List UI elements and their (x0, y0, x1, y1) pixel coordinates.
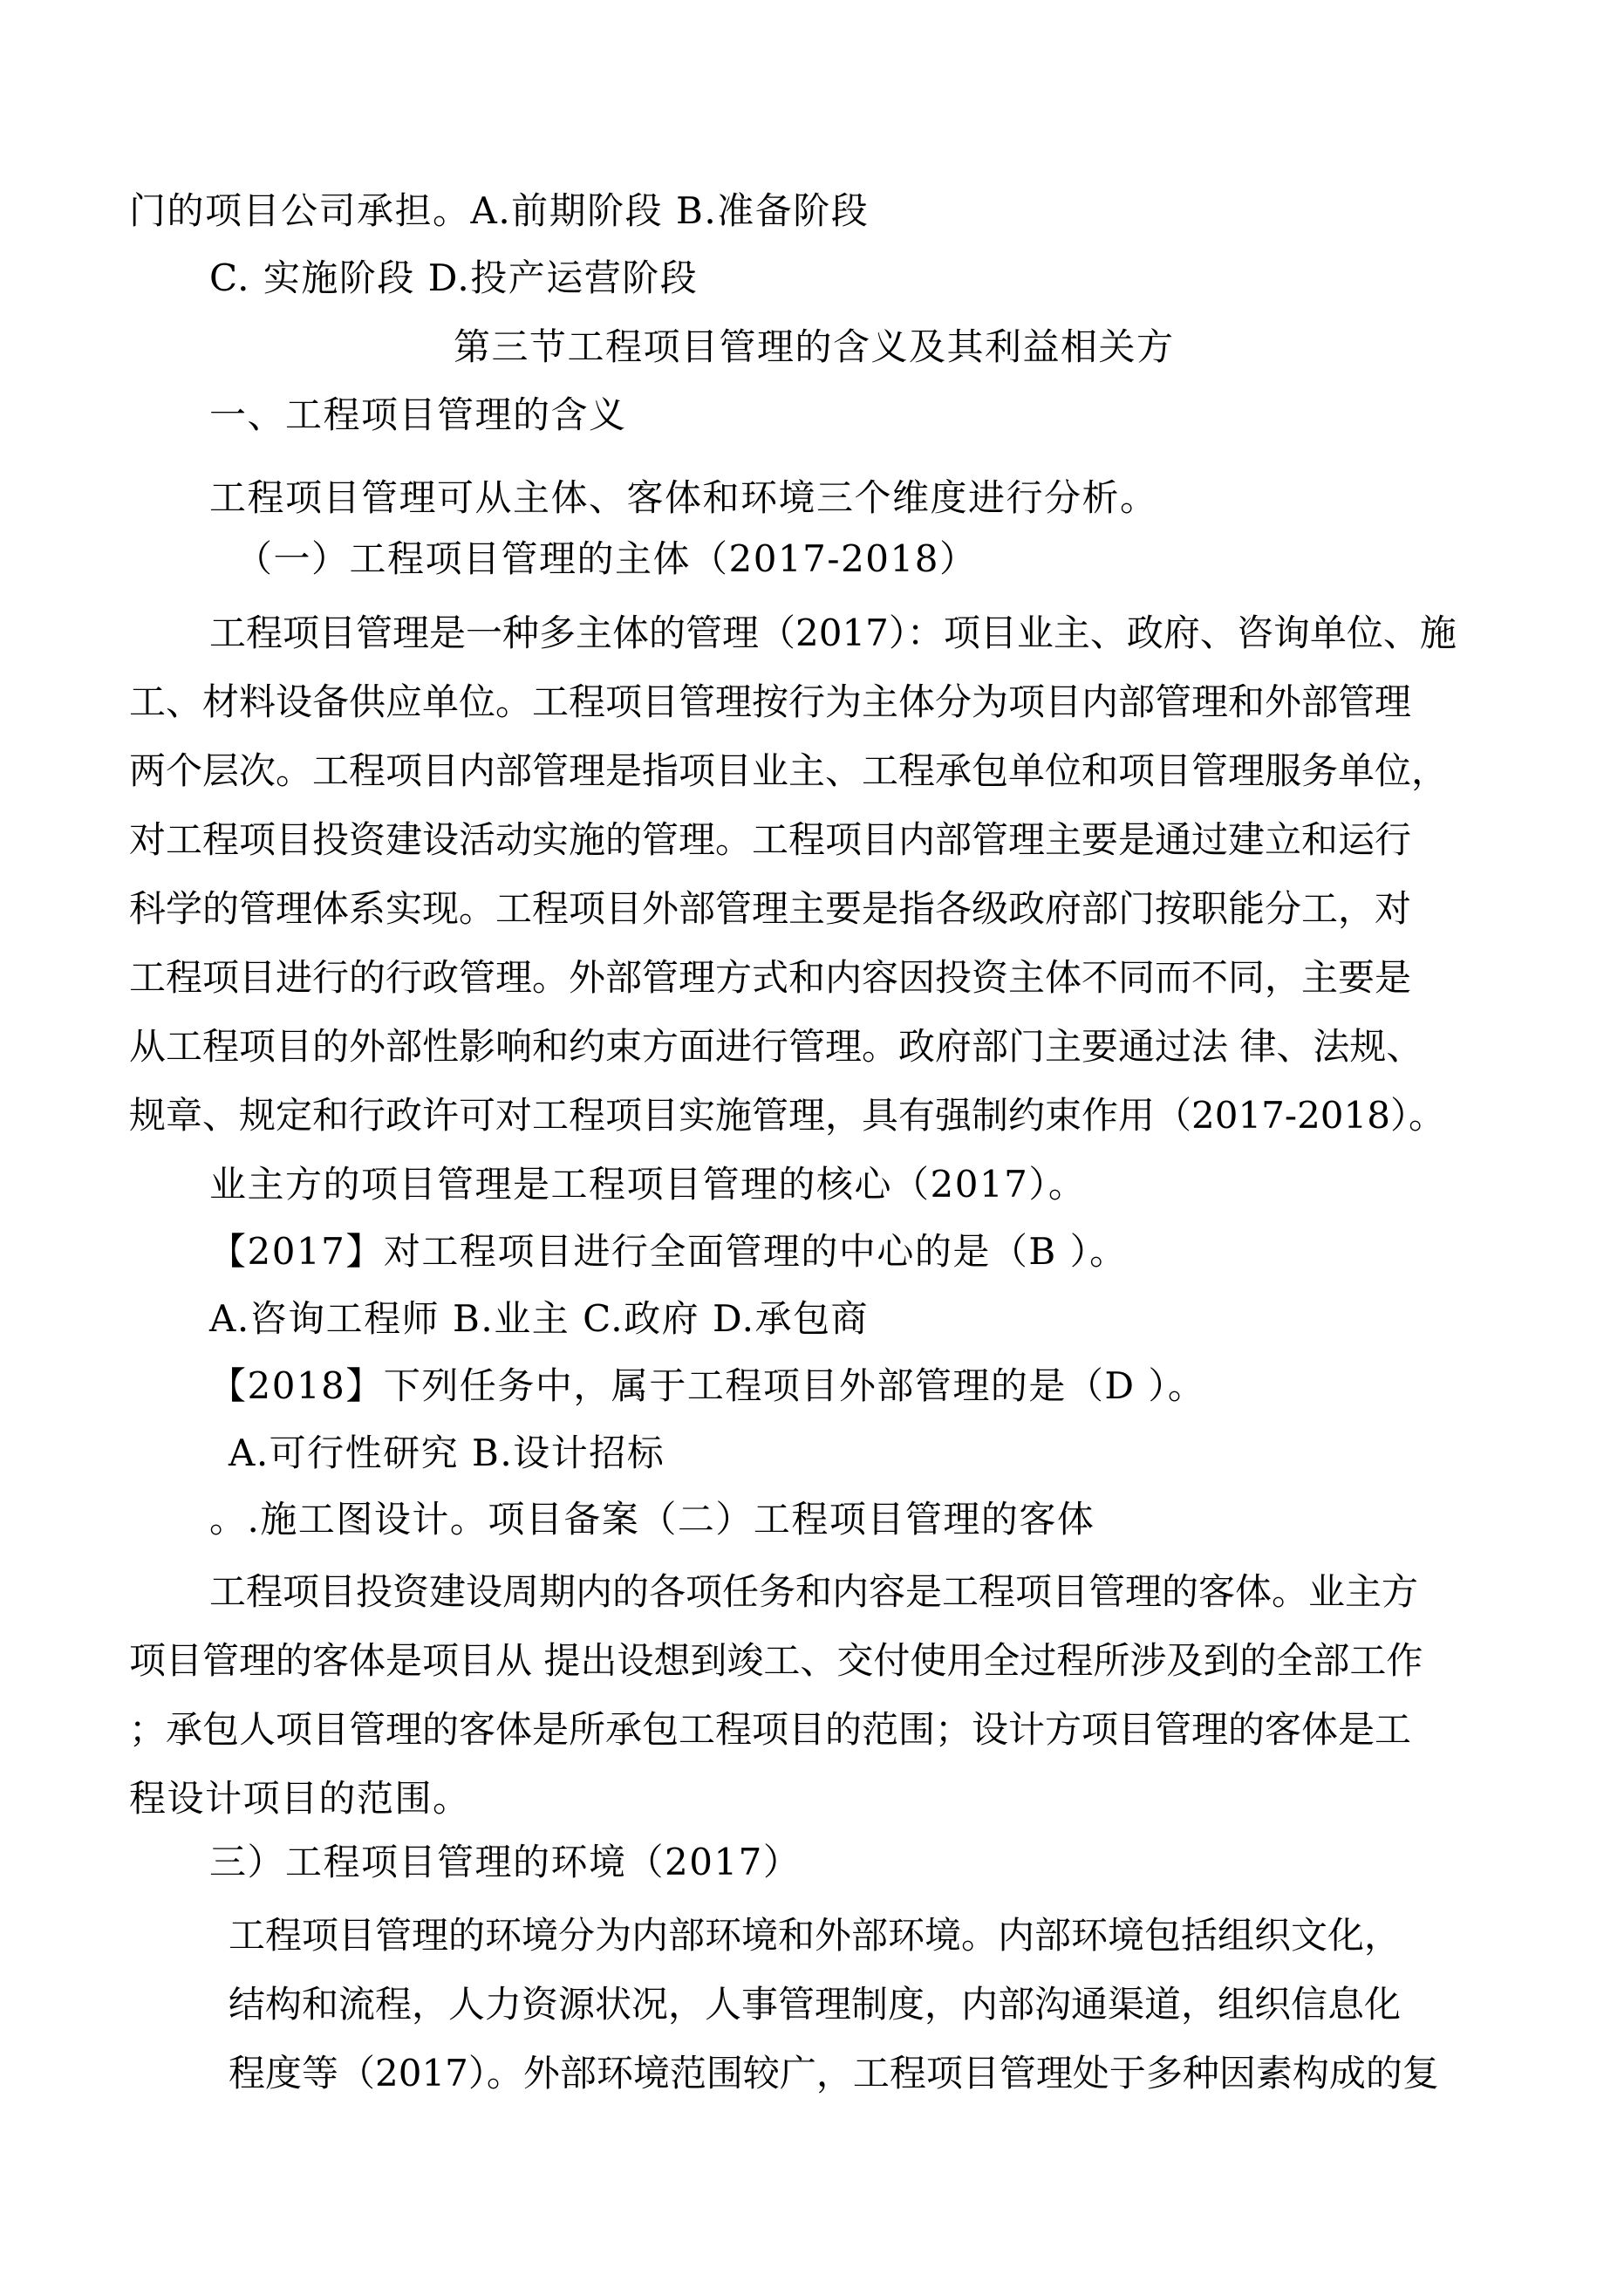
text-line-15: 业主方的项目管理是工程项目管理的核心（2017）。 (209, 1163, 1087, 1206)
text-line-26: 工程项目管理的环境分为内部环境和外部环境。内部环境包括组织文化， (229, 1914, 1402, 1957)
text-line-11: 科学的管理体系实现。工程项目外部管理主要是指各级政府部门按职能分工，对 (129, 887, 1412, 930)
text-line-10: 对工程项目投资建设活动实施的管理。工程项目内部管理主要是通过建立和运行 (129, 818, 1412, 861)
text-line-2: C. 实施阶段 D.投产运营阶段 (209, 256, 699, 299)
text-line-21: 工程项目投资建设周期内的各项任务和内容是工程项目管理的客体。业主方 (209, 1570, 1419, 1613)
text-line-7: 工程项目管理是一种多主体的管理（2017）：项目业主、政府、咨询单位、施 (209, 612, 1457, 654)
item-heading-3: 三）工程项目管理的环境（2017） (209, 1841, 802, 1883)
text-line-28: 程度等（2017）。外部环境范围较广，工程项目管理处于多种因素构成的复 (229, 2052, 1439, 2094)
text-line-24: 程设计项目的范围。 (129, 1777, 471, 1820)
text-line-13: 从工程项目的外部性影响和约束方面进行管理。政府部门主要通过法 律、法规、 (129, 1025, 1423, 1068)
question-2018-options: A.可行性研究 B.设计招标 (229, 1432, 665, 1474)
text-line-1: 门的项目公司承担。A.前期阶段 B.准备阶段 (129, 189, 870, 232)
text-line-20: 。.施工图设计。项目备案（二）工程项目管理的客体 (209, 1498, 1095, 1541)
section-heading: 第三节工程项目管理的含义及其利益相关方 (454, 325, 1175, 368)
question-2017: 【2017】对工程项目进行全面管理的中心的是（B ）。 (209, 1230, 1128, 1273)
text-line-9: 两个层次。工程项目内部管理是指项目业主、工程承包单位和项目管理服务单位， (129, 749, 1449, 792)
text-line-14: 规章、规定和行政许可对工程项目实施管理，具有强制约束作用（2017-2018）。 (129, 1094, 1445, 1137)
text-line-12: 工程项目进行的行政管理。外部管理方式和内容因投资主体不同而不同，主要是 (129, 956, 1412, 999)
item-heading-1: （一）工程项目管理的主体（2017-2018） (235, 537, 978, 580)
text-line-22: 项目管理的客体是项目从 提出设想到竣工、交付使用全过程所涉及到的全部工作 (129, 1639, 1423, 1682)
question-2018: 【2018】下列任务中，属于工程项目外部管理的是（D ）。 (209, 1364, 1206, 1407)
text-line-27: 结构和流程，人力资源状况，人事管理制度，内部沟通渠道，组织信息化 (229, 1983, 1402, 2026)
text-line-5: 工程项目管理可从主体、客体和环境三个维度进行分析。 (209, 476, 1158, 519)
question-2017-options: A.咨询工程师 B.业主 C.政府 D.承包商 (209, 1297, 869, 1340)
text-line-23: ；承包人项目管理的客体是所承包工程项目的范围；设计方项目管理的客体是工 (129, 1708, 1412, 1751)
subsection-heading: 一、工程项目管理的含义 (209, 393, 627, 436)
text-line-8: 工、材料设备供应单位。工程项目管理按行为主体分为项目内部管理和外部管理 (129, 680, 1412, 723)
